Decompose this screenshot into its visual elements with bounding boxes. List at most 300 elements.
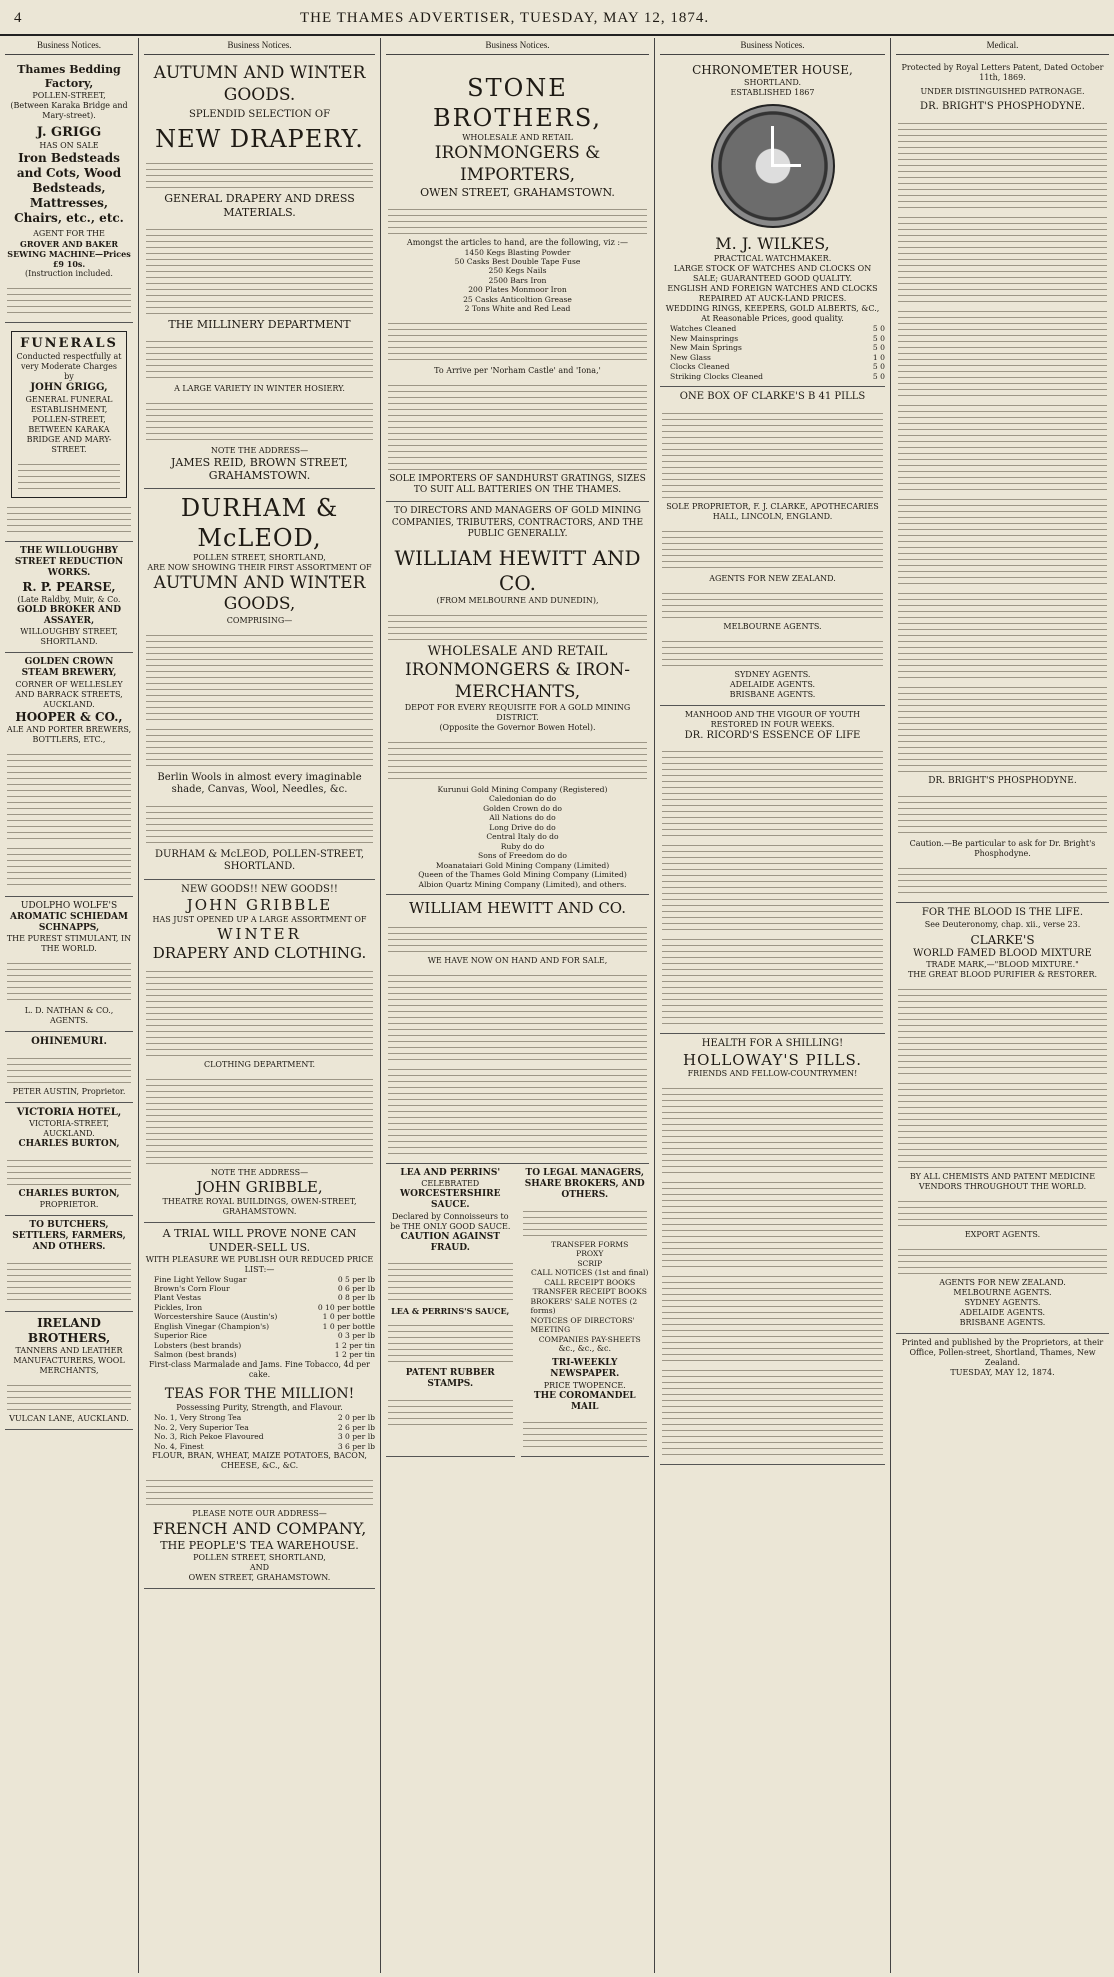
ad-text: OWEN STREET, GRAHAMSTOWN. xyxy=(420,185,615,199)
company-row: Ruby do do xyxy=(500,841,545,851)
ad-title: OHINEMURI. xyxy=(31,1036,107,1048)
price-row xyxy=(154,1322,375,1331)
ad-text: Conducted respectfully at very Moderate Charges by xyxy=(16,352,122,382)
column-1 xyxy=(0,36,138,1977)
stone-item: 200 Plates Monmoor Iron xyxy=(468,285,567,295)
ad-title: MANHOOD AND THE VIGOUR OF YOUTH RESTORED IN FOUR WEEKS. xyxy=(684,709,861,729)
watch-price-row xyxy=(670,362,885,371)
price-row xyxy=(154,1293,375,1302)
watch-price-row xyxy=(670,372,885,381)
ad-headline: NEW DRAPERY. xyxy=(155,125,364,154)
body-text xyxy=(898,984,1107,1074)
item-name: Worcestershire Sauce (Austin's) xyxy=(154,1312,278,1322)
item-price: 0 3 per lb xyxy=(337,1331,375,1341)
body-text xyxy=(662,636,883,666)
item-price: 0 5 per lb xyxy=(337,1274,375,1284)
body-text xyxy=(146,801,373,845)
ad-william-hewitt-2 xyxy=(386,895,649,1164)
legal-item: SCRIP xyxy=(577,1258,603,1268)
body-text xyxy=(662,1083,883,1173)
ad-text: AGENTS FOR NEW ZEALAND. xyxy=(939,1278,1066,1287)
ad-text: SOLE IMPORTERS OF SANDHURST GRATINGS, SIZES TO SUIT ALL BATTERIES ON THE THAMES. xyxy=(389,473,646,496)
ad-butchers xyxy=(5,1216,133,1312)
ad-text: SOLE PROPRIETOR, F. J. CLARKE, APOTHECARIES HALL, LINCOLN, ENGLAND. xyxy=(666,501,879,521)
watch-price-row xyxy=(670,334,885,343)
ad-blood-mixture xyxy=(896,903,1109,1334)
ad-text: WILLOUGHBY STREET, SHORTLAND. xyxy=(20,627,118,646)
ad-title: THE COROMANDEL MAIL xyxy=(533,1390,636,1412)
stone-item: 2500 Bars Iron xyxy=(488,275,547,285)
body-text xyxy=(146,724,373,768)
ad-funerals xyxy=(5,323,133,542)
ad-text: TANNERS AND LEATHER MANUFACTURERS, WOOL MERCHANTS, xyxy=(13,1345,125,1375)
ad-text: NOTE THE ADDRESS— xyxy=(210,445,309,455)
ad-text: WEDDING RINGS, KEEPERS, GOLD ALBERTS, &C., xyxy=(665,304,880,314)
body-text xyxy=(662,588,883,618)
tea-price-row xyxy=(154,1432,375,1441)
item-price: 1 2 per tin xyxy=(334,1340,375,1350)
ad-text: (Late Raldby, Muir, & Co. xyxy=(17,594,121,604)
body-text xyxy=(662,934,883,1024)
body-text xyxy=(523,1417,648,1447)
item-price: 5 0 xyxy=(872,324,885,334)
item-price: 1 0 per bottle xyxy=(322,1321,375,1331)
body-text xyxy=(146,1074,373,1164)
ad-text: ENGLISH AND FOREIGN WATCHES AND CLOCKS REPAIRED AT AUCK-LAND PRICES. xyxy=(667,284,878,304)
ad-text: ADELAIDE AGENTS. xyxy=(959,1308,1046,1317)
body-text xyxy=(7,843,131,887)
price-row xyxy=(154,1341,375,1350)
body-text xyxy=(388,1395,513,1425)
ad-name: JOHN GRIBBLE xyxy=(186,896,333,914)
body-text xyxy=(388,922,647,952)
tea-price-row xyxy=(154,1442,375,1451)
legal-item: TRANSFER RECEIPT BOOKS xyxy=(532,1287,647,1297)
column-header: Business Notices. xyxy=(386,36,649,55)
ad-text: GROVER AND BAKER SEWING MACHINE—Prices £9 10s. xyxy=(7,239,131,269)
ad-text: CORNER OF WELLESLEY AND BARRACK STREETS, AUCKLAND. xyxy=(15,679,123,709)
item-price: 3 6 per lb xyxy=(337,1441,375,1451)
ad-title: VICTORIA HOTEL, xyxy=(16,1106,122,1118)
ad-phosphodyne xyxy=(896,59,1109,903)
item-name: Brown's Corn Flour xyxy=(154,1283,230,1293)
ad-text: CAUTION AGAINST FRAUD. xyxy=(400,1231,500,1253)
ad-text: LARGE STOCK OF WATCHES AND CLOCKS ON SALE; GUARANTEED GOOD QUALITY. xyxy=(673,264,872,284)
ad-text: GENERAL FUNERAL ESTABLISHMENT, POLLEN-STREET, BETWEEN KARAKA BRIDGE AND MARY-STREET. xyxy=(25,394,113,454)
ad-text: SPLENDID SELECTION OF xyxy=(188,108,331,120)
ad-text: ARE NOW SHOWING THEIR FIRST ASSORTMENT OF xyxy=(147,563,372,572)
tea-price-row xyxy=(154,1423,375,1432)
ad-section: GENERAL DRAPERY AND DRESS MATERIALS. xyxy=(164,192,355,219)
body-text xyxy=(7,1380,131,1410)
ad-title: AUTUMN AND WINTER GOODS. xyxy=(153,63,366,105)
ad-name: JOHN GRIGG, xyxy=(30,382,108,394)
item-name: English Vinegar (Champion's) xyxy=(154,1321,270,1331)
body-text xyxy=(388,380,647,470)
body-text xyxy=(7,749,131,839)
body-text xyxy=(7,1155,131,1185)
ad-title: IRELAND BROTHERS, xyxy=(27,1315,111,1345)
body-text xyxy=(388,610,647,640)
imprint-date: TUESDAY, MAY 12, 1874. xyxy=(950,1368,1055,1377)
ad-headline: WINTER xyxy=(217,924,302,943)
stone-items-list xyxy=(386,248,649,314)
ad-text: FLOUR, BRAN, WHEAT, MAIZE POTATOES, BACON, CHEESE, &C., &C. xyxy=(152,1451,367,1471)
body-text xyxy=(662,1177,883,1267)
ad-text: Caution.—Be particular to ask for Dr. Bright's Phosphodyne. xyxy=(909,839,1096,858)
ad-text: SYDNEY AGENTS. xyxy=(734,669,811,679)
body-text xyxy=(388,204,647,234)
item-name: New Mainsprings xyxy=(670,333,739,343)
item-name: Salmon (best brands) xyxy=(154,1350,237,1360)
price-row xyxy=(154,1350,375,1359)
clock-illustration xyxy=(711,104,835,228)
body-text xyxy=(898,791,1107,835)
ad-sign: DURHAM & McLEOD, POLLEN-STREET, SHORTLAND. xyxy=(154,848,365,872)
body-text xyxy=(662,526,883,570)
tea-price-row xyxy=(154,1413,375,1422)
body-text xyxy=(898,1078,1107,1168)
body-text xyxy=(7,502,131,532)
item-name: New Main Springs xyxy=(670,343,742,353)
ad-text: LEA & PERRINS'S SAUCE, xyxy=(391,1306,510,1317)
body-text xyxy=(146,336,373,380)
legal-item: PROXY xyxy=(576,1249,604,1259)
item-price: 2 6 per lb xyxy=(337,1422,375,1432)
ad-french-company xyxy=(144,1223,375,1589)
item-name: Watches Cleaned xyxy=(670,324,737,334)
ad-text: See Deuteronomy, chap. xii., verse 23. xyxy=(924,919,1081,929)
body-text xyxy=(898,863,1107,893)
company-row: Long Drive do do xyxy=(489,822,556,832)
ad-text: OWEN STREET, GRAHAMSTOWN. xyxy=(188,1573,331,1583)
ad-text: AGENTS FOR NEW ZEALAND. xyxy=(709,573,836,583)
item-price: 5 0 xyxy=(872,362,885,372)
ad-text: UNDER DISTINGUISHED PATRONAGE. xyxy=(920,87,1085,97)
ad-text: GOLD BROKER AND ASSAYER, xyxy=(16,604,122,626)
ad-title: CHRONOMETER HOUSE, xyxy=(692,63,853,78)
ad-name: R. P. PEARSE, xyxy=(22,579,116,594)
body-text xyxy=(388,1320,513,1364)
item-name: Superior Rice xyxy=(154,1331,208,1341)
body-text xyxy=(898,118,1107,208)
body-text xyxy=(662,840,883,930)
ad-text: VICTORIA-STREET, AUCKLAND. xyxy=(29,1119,109,1139)
ad-title: A TRIAL WILL PROVE NONE CAN UNDER-SELL US. xyxy=(162,1227,357,1254)
ad-text: (FROM MELBOURNE AND DUNEDIN), xyxy=(436,596,599,606)
ad-text: MELBOURNE AGENTS. xyxy=(723,621,822,631)
ad-items: Iron Bedsteads and Cots, Wood Bedsteads, Mattresses, Chairs, etc., etc. xyxy=(14,151,124,225)
ad-james-reid xyxy=(144,59,375,489)
legal-item: NOTICES OF DIRECTORS' MEETING xyxy=(530,1315,635,1335)
legal-item: BROKERS' SALE NOTES (2 forms) xyxy=(530,1296,638,1316)
body-text xyxy=(7,283,131,313)
ad-title: Thames Bedding Factory, xyxy=(17,63,121,90)
ad-text: ESTABLISHED 1867 xyxy=(730,88,815,98)
ad-text: L. D. NATHAN & CO., AGENTS. xyxy=(24,1006,114,1026)
ad-text: VULCAN LANE, AUCKLAND. xyxy=(9,1413,129,1423)
company-row: Albion Quartz Mining Company (Limited), and others. xyxy=(418,879,627,889)
ad-ricord xyxy=(660,706,885,1035)
ad-victoria-hotel xyxy=(5,1103,133,1216)
ad-text: CELEBRATED xyxy=(421,1179,480,1189)
ad-text: WORCESTERSHIRE SAUCE. xyxy=(399,1189,501,1211)
item-name: Striking Clocks Cleaned xyxy=(670,371,763,381)
ad-title: HEALTH FOR A SHILLING! xyxy=(701,1038,844,1050)
ad-text: HAS JUST OPENED UP A LARGE ASSORTMENT OF xyxy=(152,914,367,924)
imprint xyxy=(896,1334,1109,1383)
ad-text: ADELAIDE AGENTS. xyxy=(729,679,816,689)
body-text xyxy=(898,212,1107,302)
ad-text: (Opposite the Governor Bowen Hotel). xyxy=(439,722,596,732)
ad-text: WITH PLEASURE WE PUBLISH OUR REDUCED PRICE LIST:— xyxy=(145,1254,374,1274)
item-price: 1 2 per tin xyxy=(334,1350,375,1360)
item-name: No. 1, Very Strong Tea xyxy=(154,1413,242,1423)
ad-sign: JAMES REID, BROWN STREET, GRAHAMSTOWN. xyxy=(171,455,348,483)
ad-title: LEA AND PERRINS' xyxy=(400,1167,501,1178)
ad-sign: FRENCH AND COMPANY, xyxy=(152,1519,367,1539)
ad-ohinemuri xyxy=(5,1032,133,1103)
price-row xyxy=(154,1275,375,1284)
company-row: All Nations do do xyxy=(489,813,556,823)
ad-name: J. GRIGG xyxy=(36,124,102,140)
clock-hand xyxy=(771,126,774,166)
ad-text: BRISBANE AGENTS. xyxy=(729,689,816,699)
item-name: Plant Vestas xyxy=(154,1293,202,1303)
company-row: Golden Crown do do xyxy=(483,803,562,813)
ad-text: Berlin Wools in almost every imaginable shade, Canvas, Wool, Needles, &c. xyxy=(157,771,362,795)
item-name: Pickles, Iron xyxy=(154,1302,203,1312)
ad-title: UDOLPHO WOLFE'S xyxy=(20,900,118,911)
stone-item: 50 Casks Best Double Tape Fuse xyxy=(454,256,581,266)
legal-item: CALL RECEIPT BOOKS xyxy=(544,1277,636,1287)
legal-list xyxy=(521,1240,650,1344)
stone-item: 250 Kegs Nails xyxy=(488,266,547,276)
ad-headline: WILLIAM HEWITT AND CO. xyxy=(394,546,641,596)
ad-name: CHARLES BURTON, xyxy=(18,1188,120,1199)
ad-clarkes-pills xyxy=(660,387,885,706)
ad-text: SHORTLAND. xyxy=(744,78,801,88)
ad-headline: AUTUMN AND WINTER GOODS, xyxy=(153,573,366,615)
price-row xyxy=(154,1331,375,1340)
ad-title: FOR THE BLOOD IS THE LIFE. xyxy=(921,907,1084,918)
ad-text: PLEASE NOTE OUR ADDRESS— xyxy=(192,1509,327,1519)
ad-text: AROMATIC SCHIEDAM SCHNAPPS, xyxy=(10,911,128,933)
ad-text: POLLEN STREET, SHORTLAND, xyxy=(193,553,326,562)
body-text xyxy=(388,1258,513,1302)
ad-william-hewitt xyxy=(386,502,649,895)
masthead xyxy=(0,0,1114,36)
ad-title: DURHAM & McLEOD, xyxy=(180,494,339,552)
ad-text: SYDNEY AGENTS. xyxy=(964,1298,1041,1307)
watch-price-list xyxy=(660,324,885,381)
ad-text: POLLEN STREET, SHORTLAND, xyxy=(193,1553,326,1563)
body-text xyxy=(146,1475,373,1505)
body-text xyxy=(146,158,373,188)
page-number: 4 xyxy=(14,10,22,26)
ad-text: AND xyxy=(249,1563,270,1573)
ad-name: CHARLES BURTON, xyxy=(18,1139,120,1150)
item-name: No. 4, Finest xyxy=(154,1441,204,1451)
item-name: No. 3, Rich Pekoe Flavoured xyxy=(154,1432,264,1442)
company-row: Queen of the Thames Gold Mining Company (Limited) xyxy=(418,870,627,880)
body-text xyxy=(388,318,647,362)
ad-text: Possessing Purity, Strength, and Flavour. xyxy=(176,1403,343,1413)
legal-item: CALL NOTICES (1st and final) xyxy=(531,1268,649,1278)
ad-title: PATENT RUBBER STAMPS. xyxy=(405,1368,495,1390)
item-price: 3 0 per lb xyxy=(337,1432,375,1442)
ad-lea-perrins xyxy=(386,1164,515,1457)
body-text xyxy=(146,224,373,314)
body-text xyxy=(662,1365,883,1455)
price-row xyxy=(154,1303,375,1312)
ad-text: Amongst the articles to hand, are the following, viz :— xyxy=(406,237,629,247)
price-row xyxy=(154,1284,375,1293)
item-price: 5 0 xyxy=(872,333,885,343)
ad-text: (Instruction included. xyxy=(25,269,113,278)
stone-item: 1450 Kegs Blasting Powder xyxy=(464,247,571,257)
body-text xyxy=(662,1271,883,1361)
ad-ireland xyxy=(5,1312,133,1430)
ad-chronometer-house xyxy=(660,59,885,387)
item-price: 2 0 per lb xyxy=(337,1413,375,1423)
ad-text: THEATRE ROYAL BUILDINGS, OWEN-STREET, GRAHAMSTOWN. xyxy=(162,1197,357,1216)
ad-name: HOOPER & CO., xyxy=(15,709,123,724)
ad-headline: WORLD FAMED BLOOD MIXTURE xyxy=(913,947,1092,959)
ad-holloway xyxy=(660,1034,885,1465)
ad-title: NEW GOODS!! NEW GOODS!! xyxy=(181,883,338,895)
column-header: Business Notices. xyxy=(5,36,133,55)
body-text xyxy=(146,966,373,1056)
body-text xyxy=(898,588,1107,678)
ad-text: DEPOT FOR EVERY REQUISITE FOR A GOLD MINING DISTRICT. xyxy=(404,702,631,722)
ad-text: AGENT FOR THE xyxy=(33,229,105,238)
ad-title: STONE BROTHERS, xyxy=(432,74,603,133)
body-text xyxy=(18,459,120,489)
body-text xyxy=(898,1244,1107,1274)
column-5 xyxy=(891,36,1114,1977)
item-price: 5 0 xyxy=(872,371,885,381)
item-name: Fine Light Yellow Sugar xyxy=(154,1274,247,1284)
body-text xyxy=(898,682,1107,772)
company-row: Caledonian do do xyxy=(488,794,557,804)
ad-stone-brothers xyxy=(386,59,649,502)
ad-title: GOLDEN CROWN STEAM BREWERY, xyxy=(21,657,117,679)
watch-price-row xyxy=(670,343,885,352)
body-text xyxy=(898,400,1107,490)
company-list xyxy=(386,785,649,889)
body-text xyxy=(146,398,373,442)
ad-title: ONE BOX OF CLARKE'S B 41 PILLS xyxy=(679,391,866,403)
ad-text: THE GREAT BLOOD PURIFIER & RESTORER. xyxy=(907,970,1098,979)
body-text xyxy=(388,970,647,1060)
item-price: 0 10 per bottle xyxy=(317,1302,375,1312)
legal-item: TRANSFER FORMS xyxy=(551,1239,629,1249)
body-text xyxy=(898,306,1107,396)
item-name: New Glass xyxy=(670,352,711,362)
ad-durham-mcleod xyxy=(144,489,375,880)
price-list xyxy=(144,1275,375,1360)
ad-bedding-factory xyxy=(5,59,133,323)
ad-text: At Reasonable Prices, good quality. xyxy=(701,314,844,324)
ad-address: POLLEN-STREET, xyxy=(32,90,106,100)
ad-headline: IRONMONGERS & IRON-MERCHANTS, xyxy=(405,660,630,702)
ad-subtitle: (Between Karaka Bridge and Mary-street). xyxy=(10,100,128,120)
ad-text: BY ALL CHEMISTS AND PATENT MEDICINE VENDORS THROUGHOUT THE WORLD. xyxy=(909,1172,1096,1191)
column-header: Medical. xyxy=(896,36,1109,55)
ad-text: Declared by Connoisseurs to be THE ONLY GOOD SAUCE. xyxy=(390,1211,511,1231)
legal-item: COMPANIES PAY-SHEETS xyxy=(538,1334,641,1344)
ad-text: DR. RICORD'S ESSENCE OF LIFE xyxy=(684,729,861,741)
price-row xyxy=(154,1312,375,1321)
body-text xyxy=(146,630,373,720)
company-row: Sons of Freedom do do xyxy=(478,851,567,861)
clock-hand xyxy=(771,164,801,167)
ad-headline: DRAPERY AND CLOTHING. xyxy=(152,943,367,962)
item-name: Lobsters (best brands) xyxy=(154,1340,242,1350)
ad-text: THE PUREST STIMULANT, IN THE WORLD. xyxy=(6,934,132,954)
stone-item: 2 Tons White and Red Lead xyxy=(464,304,571,314)
ad-text: NOTE THE ADDRESS— xyxy=(210,1168,309,1178)
ad-text: MELBOURNE AGENTS. xyxy=(953,1288,1052,1297)
ad-text: COMPRISING— xyxy=(226,615,293,625)
ad-text: Protected by Royal Letters Patent, Dated October 11th, 1869. xyxy=(901,63,1104,83)
body-text xyxy=(7,1258,131,1302)
ad-text: To Arrive per 'Norham Castle' and 'Iona,' xyxy=(434,365,601,375)
two-column-section xyxy=(386,1164,649,1457)
ad-title: THE WILLOUGHBY STREET REDUCTION WORKS. xyxy=(14,545,124,579)
ad-title: TRI-WEEKLY NEWSPAPER. xyxy=(550,1358,620,1380)
stone-item: 25 Casks Anticoltion Grease xyxy=(463,294,572,304)
ad-text: PRICE TWOPENCE. xyxy=(543,1380,626,1390)
item-name: No. 2, Very Superior Tea xyxy=(154,1422,249,1432)
item-name: Clocks Cleaned xyxy=(670,362,730,372)
watch-price-row xyxy=(670,353,885,362)
body-text xyxy=(388,1064,647,1154)
item-price: 5 0 xyxy=(872,343,885,353)
ad-wolfe xyxy=(5,897,133,1033)
body-text xyxy=(7,958,131,1002)
ad-text: A LARGE VARIETY IN WINTER HOSIERY. xyxy=(174,383,345,393)
ad-title: TO LEGAL MANAGERS, SHARE BROKERS, AND OTHERS. xyxy=(524,1167,645,1201)
ad-name: CLARKE'S xyxy=(970,932,1035,947)
ad-sign: JOHN GRIBBLE, xyxy=(196,1178,323,1197)
body-text xyxy=(662,408,883,498)
ad-title: DR. BRIGHT'S PHOSPHODYNE. xyxy=(920,101,1085,113)
ad-text: WHOLESALE AND RETAIL xyxy=(462,133,573,143)
ad-text: &c., &c., &c. xyxy=(558,1344,612,1354)
watch-price-row xyxy=(670,324,885,333)
ad-text: First-class Marmalade and Jams. Fine Tobacco, 4d per cake. xyxy=(149,1359,370,1379)
ad-text: FRIENDS AND FELLOW-COUNTRYMEN! xyxy=(687,1069,858,1079)
item-price: 0 8 per lb xyxy=(337,1293,375,1303)
ad-title: TO DIRECTORS AND MANAGERS OF GOLD MINING COMPANIES, TRIBUTERS, CONTRACTORS, AND THE PUBLIC GENERALLY. xyxy=(391,506,644,539)
body-text xyxy=(898,1196,1107,1226)
ad-text: BRISBANE AGENTS. xyxy=(959,1318,1046,1327)
ad-text: DR. BRIGHT'S PHOSPHODYNE. xyxy=(928,775,1077,786)
item-price: 1 0 per bottle xyxy=(322,1312,375,1322)
ad-legal-managers xyxy=(521,1164,650,1457)
body-text xyxy=(388,737,647,781)
ad-headline: TEAS FOR THE MILLION! xyxy=(164,1385,355,1402)
ad-willoughby xyxy=(5,542,133,653)
newspaper-title: THE THAMES ADVERTISER, TUESDAY, MAY 12, 1874. xyxy=(300,10,710,26)
ad-title: WILLIAM HEWITT AND CO. xyxy=(409,899,626,918)
ad-golden-crown xyxy=(5,653,133,897)
ad-section: THE MILLINERY DEPARTMENT xyxy=(168,317,351,331)
column-2 xyxy=(139,36,380,1977)
ad-text: ALE AND PORTER BREWERS, BOTTLERS, ETC., xyxy=(6,724,132,744)
